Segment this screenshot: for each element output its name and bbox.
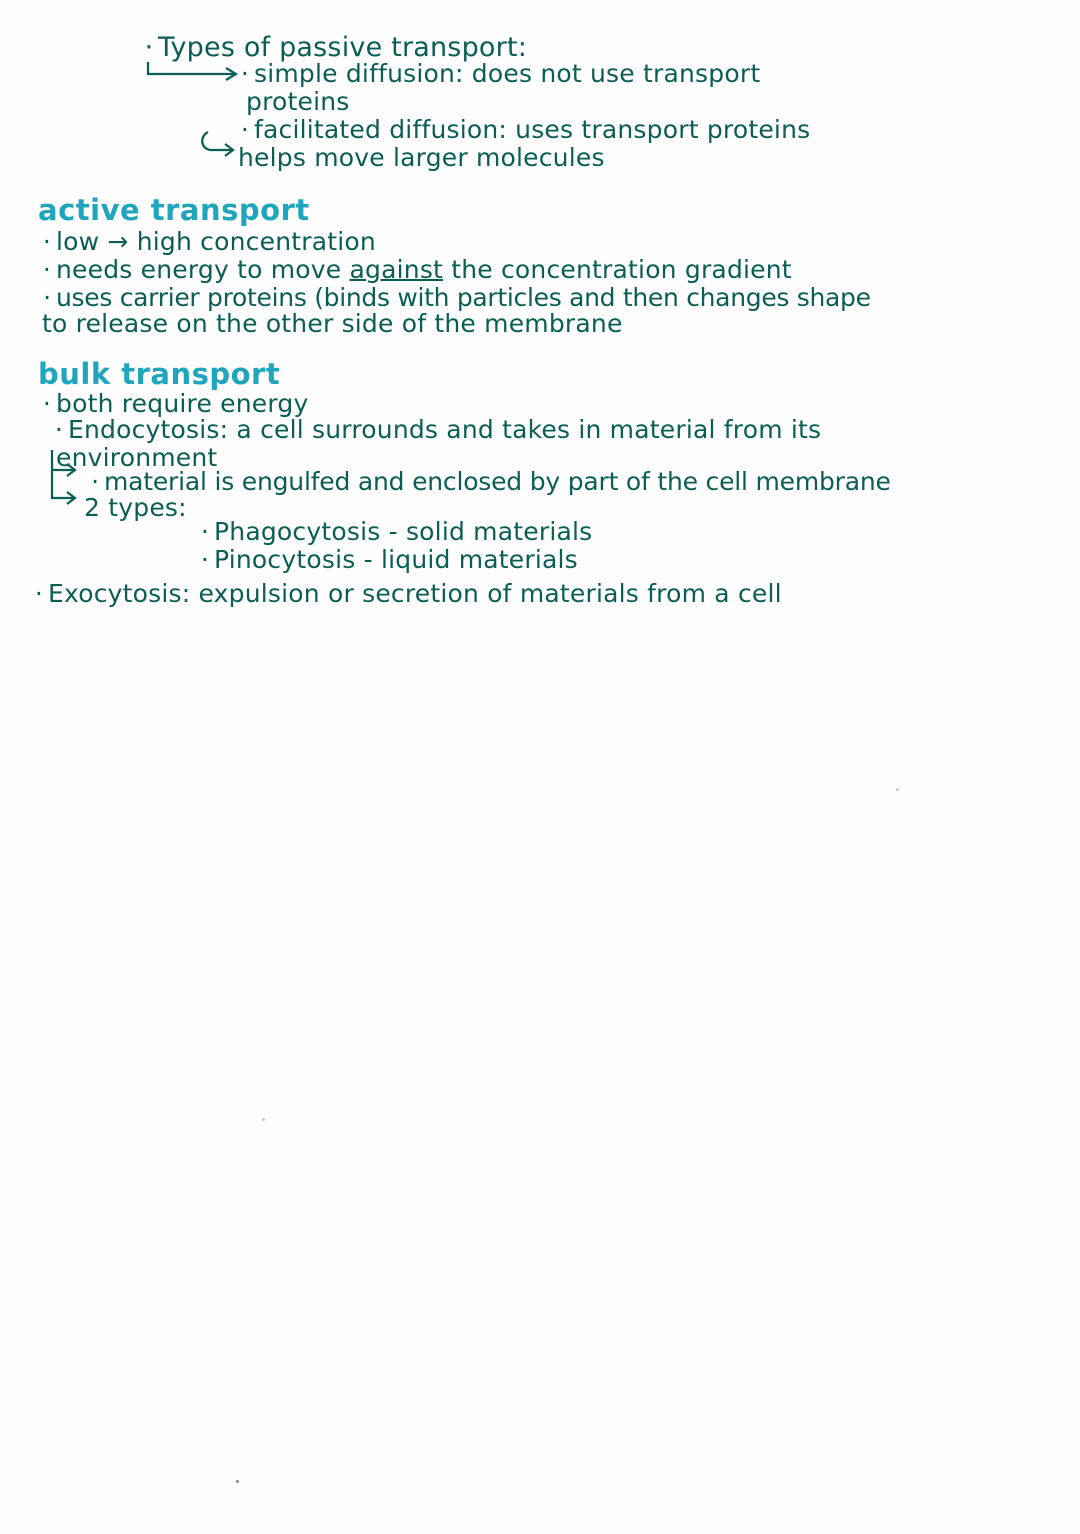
phagocytosis: · Phagocytosis - solid materials <box>200 517 593 546</box>
exocytosis: · Exocytosis: expulsion or secretion of materials from a cell <box>34 579 782 608</box>
active-transport-heading: active transport <box>38 193 310 227</box>
against-underlined: against <box>349 255 444 284</box>
bulk-bullet-both-require-energy: · both require energy <box>42 389 309 418</box>
paper-speck <box>236 1480 239 1483</box>
active-bullet-carrier-proteins: · uses carrier proteins (binds with particles and then changes shape <box>43 283 871 312</box>
endocytosis-line2: environment <box>56 443 218 472</box>
active-bullet-carrier-proteins-cont: to release on the other side of the membrane <box>42 309 623 338</box>
active-bullet-needs-energy: · needs energy to move against the concentration gradient <box>42 255 792 284</box>
simple-diffusion-line1: · simple diffusion: does not use transport <box>240 59 761 88</box>
paper-speck <box>896 788 899 791</box>
endocytosis-line1: · Endocytosis: a cell surrounds and takes in material from its <box>54 415 822 444</box>
helps-larger-molecules: helps move larger molecules <box>238 143 605 172</box>
passive-title: · Types of passive transport: <box>144 32 528 63</box>
material-engulfed: · material is engulfed and enclosed by part of the cell membrane <box>91 467 891 496</box>
active-bullet-low-high: · low → high concentration <box>42 227 376 256</box>
simple-diffusion-line2: proteins <box>246 87 350 116</box>
pinocytosis: · Pinocytosis - liquid materials <box>200 545 578 574</box>
bulk-transport-heading: bulk transport <box>38 357 281 391</box>
passive-arrow-icon <box>146 60 246 80</box>
facilitated-diffusion: · facilitated diffusion: uses transport proteins <box>240 115 811 144</box>
paper-speck <box>262 1118 265 1121</box>
two-types: 2 types: <box>84 493 187 522</box>
endocytosis-arrows-icon <box>44 446 84 516</box>
helps-arrow-icon <box>198 128 238 158</box>
